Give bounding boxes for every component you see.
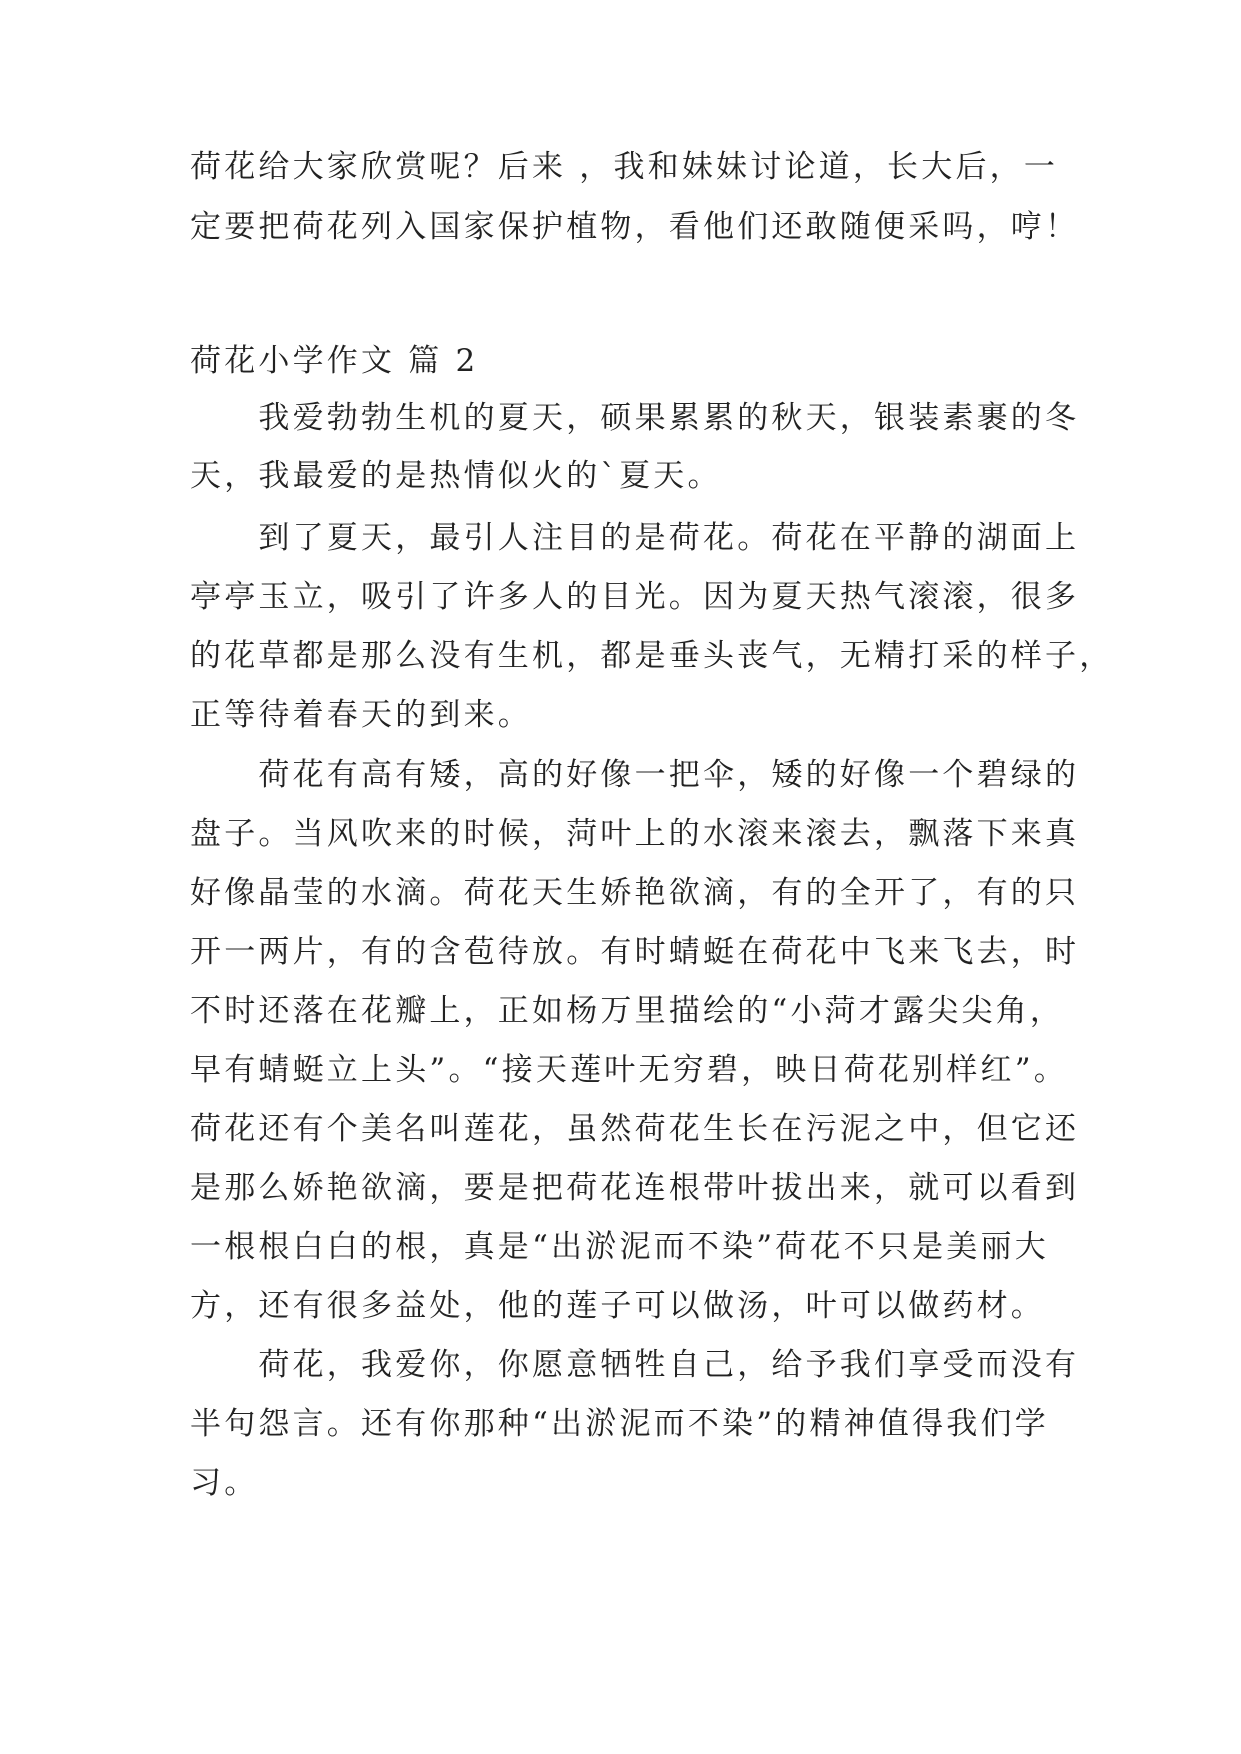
intro-line: 定要把荷花列入国家保护植物，看他们还敢随便采吗，哼！ bbox=[190, 209, 1080, 245]
body-line: 早有蜻蜓立上头”。“接天莲叶无穷碧，映日荷花别样红”。 bbox=[190, 1052, 1068, 1088]
section-title: 荷花小学作文 篇 2 bbox=[190, 343, 479, 379]
body-line: 一根根白白的根，真是“出淤泥而不染”荷花不只是美丽大 bbox=[190, 1229, 1049, 1265]
body-line: 正等待着春天的到来。 bbox=[190, 697, 532, 733]
body-line: 盘子。当风吹来的时候，菏叶上的水滚来滚去，飘落下来真 bbox=[190, 816, 1080, 852]
body-line: 半句怨言。还有你那种“出淤泥而不染”的精神值得我们学 bbox=[190, 1406, 1049, 1442]
body-line: 我爱勃勃生机的夏天，硕果累累的秋天，银装素裹的冬 bbox=[190, 400, 1080, 436]
body-line: 亭亭玉立，吸引了许多人的目光。因为夏天热气滚滚，很多 bbox=[190, 579, 1080, 615]
body-line: 好像晶莹的水滴。荷花天生娇艳欲滴，有的全开了，有的只 bbox=[190, 875, 1080, 911]
intro-line: 荷花给大家欣赏呢？后来 ，我和妹妹讨论道，长大后，一 bbox=[190, 149, 1059, 185]
body-line: 荷花，我爱你，你愿意牺牲自己，给予我们享受而没有 bbox=[190, 1347, 1080, 1383]
body-line: 方，还有很多益处，他的莲子可以做汤，叶可以做药材。 bbox=[190, 1288, 1045, 1324]
body-line: 天，我最爱的是热情似火的`夏天。 bbox=[190, 458, 722, 494]
body-line: 习。 bbox=[190, 1465, 259, 1501]
body-line: 荷花还有个美名叫莲花，虽然荷花生长在污泥之中，但它还 bbox=[190, 1111, 1080, 1147]
body-line: 不时还落在花瓣上，正如杨万里描绘的“小菏才露尖尖角， bbox=[190, 993, 1065, 1029]
body-line: 是那么娇艳欲滴，要是把荷花连根带叶拔出来，就可以看到 bbox=[190, 1170, 1080, 1206]
body-line: 开一两片，有的含苞待放。有时蜻蜓在荷花中飞来飞去，时 bbox=[190, 934, 1080, 970]
body-line: 的花草都是那么没有生机，都是垂头丧气，无精打采的样子， bbox=[190, 638, 1114, 674]
body-line: 荷花有高有矮，高的好像一把伞，矮的好像一个碧绿的 bbox=[190, 757, 1080, 793]
body-line: 到了夏天，最引人注目的是荷花。荷花在平静的湖面上 bbox=[190, 520, 1080, 556]
